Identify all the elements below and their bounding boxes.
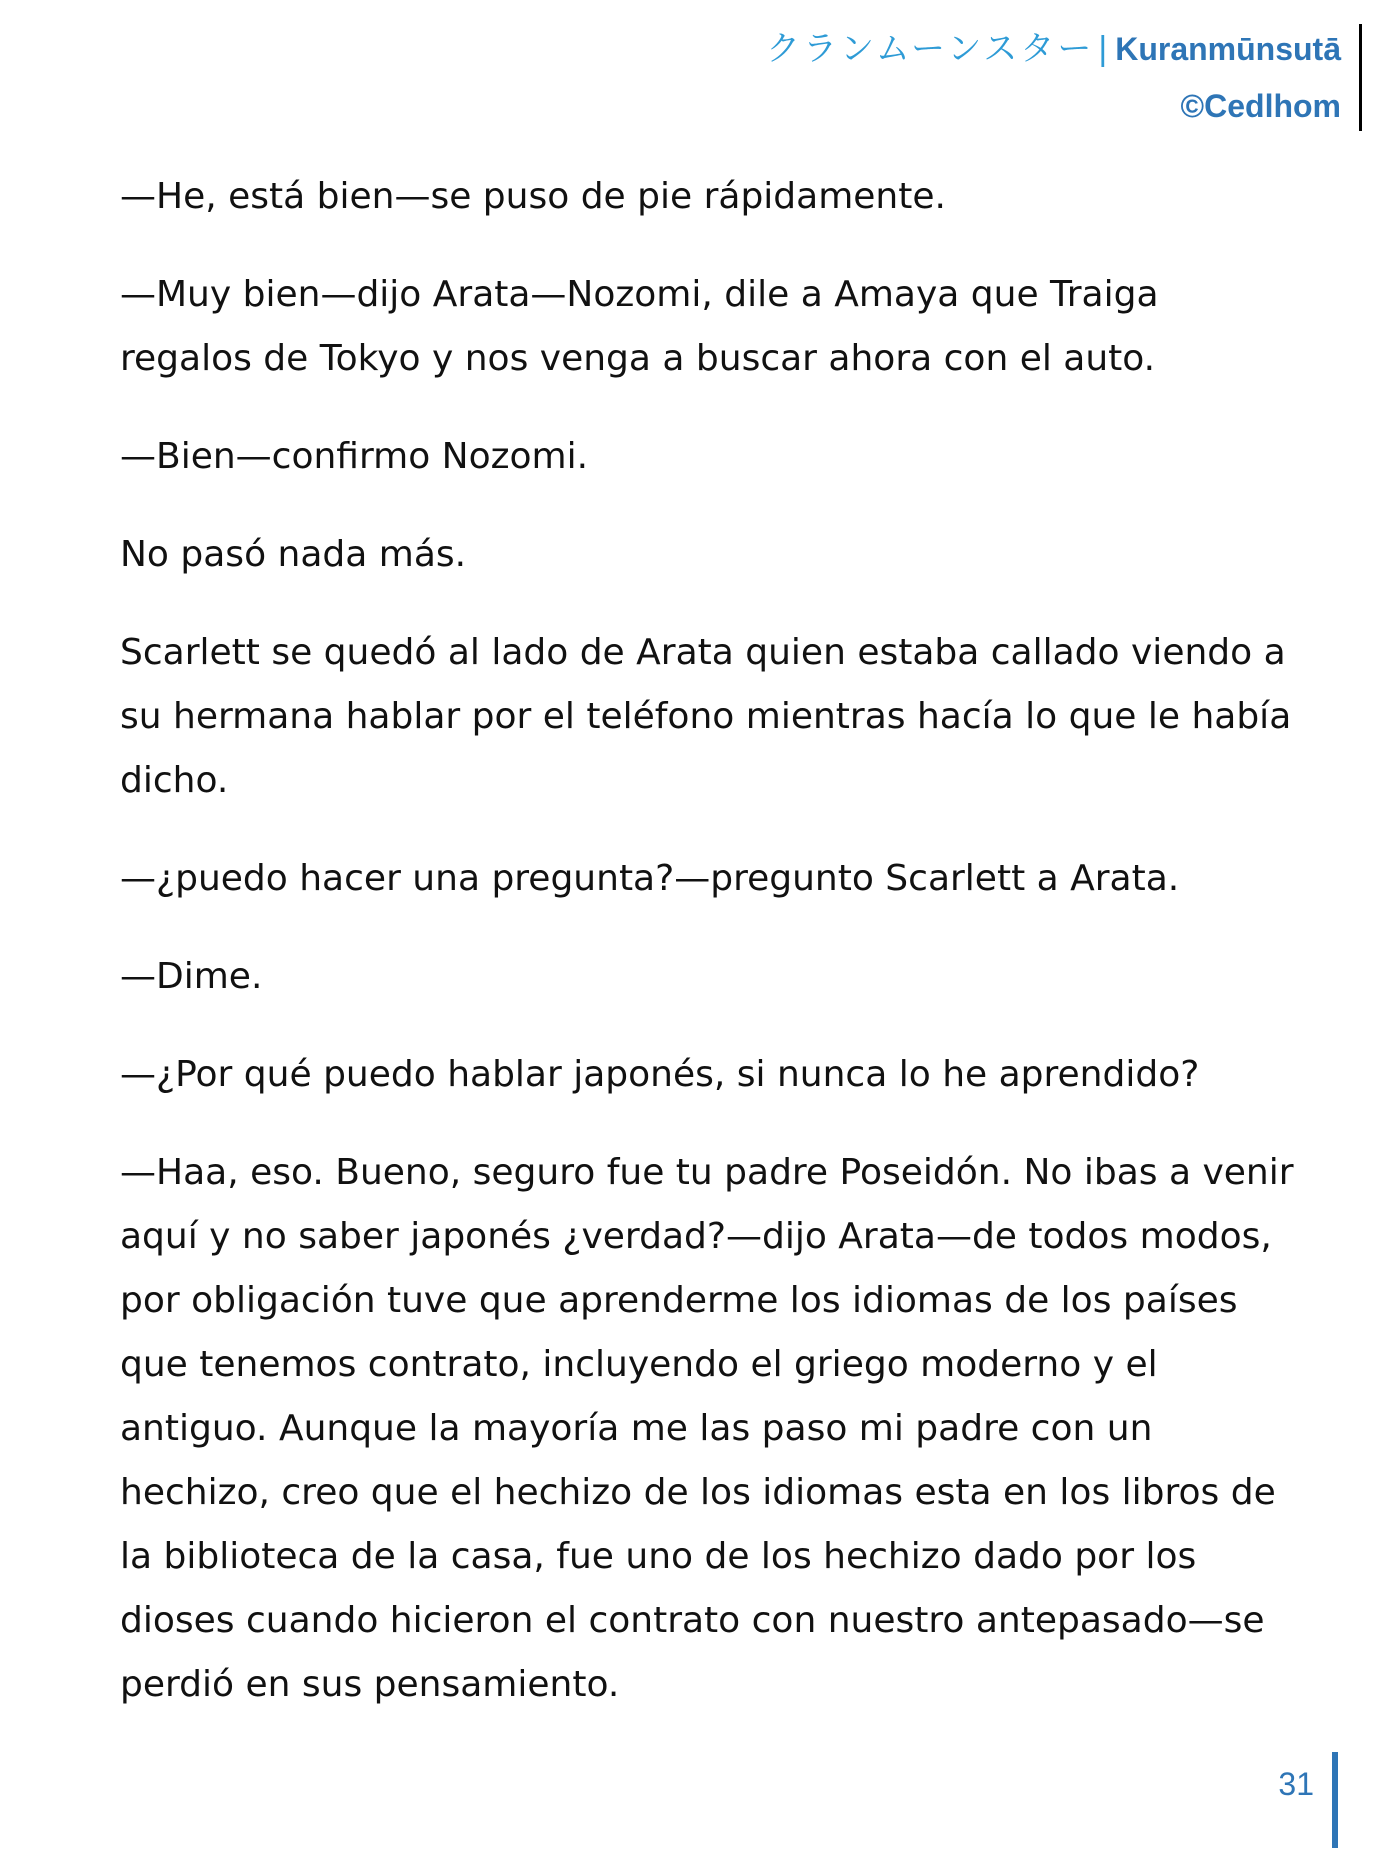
paragraph: —Bien—confirmo Nozomi. xyxy=(120,436,589,477)
paragraph: —¿puedo hacer una pregunta?—pregunto Scarlett a Arata. xyxy=(120,858,1180,899)
header-title-romaji: Kuranmūnsutā xyxy=(1115,31,1341,67)
paragraph: —Dime. xyxy=(120,956,263,997)
header-author: ©Cedlhom xyxy=(1180,88,1341,124)
page-number: 31 xyxy=(1278,1752,1338,1848)
paragraph: —Muy bien—dijo Arata—Nozomi, dile a Amaya que Traiga regalos de Tokyo y nos venga a buscar ahora con el auto. xyxy=(120,274,1159,379)
header-title-line xyxy=(641,24,1341,81)
paragraph: —He, está bien—se puso de pie rápidamente. xyxy=(120,176,946,217)
paragraph: —Haa, eso. Bueno, seguro fue tu padre Poseidón. No ibas a venir aquí y no saber japonés ¿verdad?—dijo Arata—de todos modos, por obligación tuve que aprenderme los idiomas de los países que tenemos contrato, incluyendo el griego moderno y el antiguo. Aunque la mayoría me las paso mi padre con un hechizo, creo que el hechizo de los idiomas esta en los libros de la biblioteca de la casa, fue uno de los hechizo dado por los dioses cuando hicieron el contrato con nuestro antepasado—se perdió en sus pensamiento. xyxy=(120,1152,1294,1705)
page-header xyxy=(641,24,1362,131)
paragraph: No pasó nada más. xyxy=(120,534,467,575)
page-body xyxy=(120,165,1300,1751)
paragraph: —¿Por qué puedo hablar japonés, si nunca lo he aprendido? xyxy=(120,1054,1200,1095)
header-separator: | xyxy=(1098,30,1108,68)
paragraph: Scarlett se quedó al lado de Arata quien estaba callado viendo a su hermana hablar por el teléfono mientras hacía lo que le había dicho. xyxy=(120,632,1292,801)
header-title-japanese: クランムーンスター xyxy=(766,30,1095,68)
